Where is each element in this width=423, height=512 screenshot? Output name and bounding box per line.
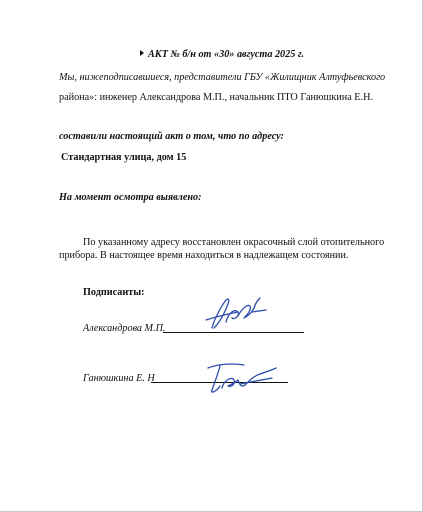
signatories-heading: Подписанты: <box>83 287 145 298</box>
signature-1-icon <box>200 290 270 335</box>
intro-line-1: Мы, нижеподписавшиеся, представители ГБУ «Жилищник Алтуфьевского <box>59 72 386 83</box>
act-statement: составили настоящий акт о том, что по адресу: <box>59 131 284 142</box>
act-title <box>140 48 304 61</box>
signatory-1-name: Александрова М.П. <box>83 323 166 334</box>
finding-line-2: прибора. В настоящее время находиться в надлежащем состоянии. <box>59 250 349 261</box>
signature-2-icon <box>200 358 280 398</box>
act-title-text: АКТ № б/н от «30» августа 2025 г. <box>148 49 305 60</box>
address: Стандартная улица, дом 15 <box>61 152 187 163</box>
inspection-heading: На момент осмотра выявлено: <box>59 192 202 203</box>
heading-marker-icon <box>140 50 144 56</box>
intro-line-2: района»: инженер Александрова М.П., начальник ПТО Ганюшкина Е.Н. <box>59 92 373 103</box>
finding-line-1: По указанному адресу восстановлен окрасочный слой отопительного <box>83 237 385 248</box>
signatory-2-name: Ганюшкина Е. Н <box>83 373 155 384</box>
